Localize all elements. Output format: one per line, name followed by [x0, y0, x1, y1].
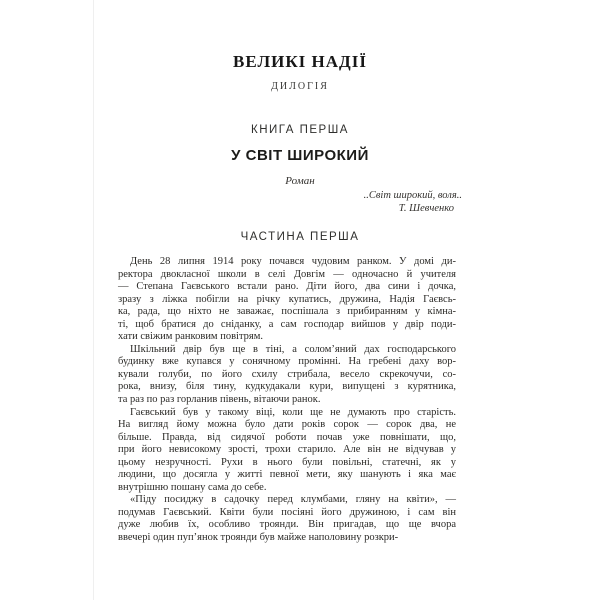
body-line: більше. Правда, від сидячої роботи почав уже повнішати, що, — [118, 431, 456, 443]
body-line: кували голуби, по його схилу стрибала, весело скрекочучи, со- — [118, 368, 456, 380]
body-line: дуже любив їх, особливо троянди. Він пригадав, що ще вчора — [118, 519, 456, 531]
body-line: людини, що досягла у житті певної мети, яку шанують і яка має — [118, 469, 456, 481]
body-line: ввечері один пуп’янок троянди був майже наполовину розкри- — [118, 532, 399, 544]
body-line: — Степана Гаєвського встали рано. Діти його, два сини і дочка, — [118, 281, 456, 293]
body-line: при його невисокому зрості, трохи старило. Але він не відчував у — [118, 444, 456, 456]
body-line: ті, щоб братися до сніданку, а сам господар вийшов у двір поди- — [118, 318, 456, 330]
body-line: цьому незручності. Рухи в нього були повільні, статечні, як у — [118, 456, 456, 468]
dilogy-label: ДИЛОГІЯ — [271, 81, 329, 92]
epigraph — [118, 190, 462, 215]
epigraph-text: ..Світ широкий, воля.. — [363, 190, 462, 201]
body-line: «Піду посиджу в садочку перед клумбами, гляну на квіти», — — [130, 494, 456, 506]
body-line: На вигляд йому можна було дати років сорок — сорок два, не — [118, 419, 456, 431]
body-line: Шкільний двір був ще в тіні, а солом’яний дах господарського — [130, 343, 456, 355]
book-title: У СВІТ ШИРОКИЙ — [231, 147, 369, 164]
genre-label: Роман — [285, 175, 315, 187]
body-line: ка, рада, що ніхто не заважає, поспішала з прибиранням у кімна- — [118, 306, 456, 318]
body-line: ректора двокласної школи в селі Довгім — одночасно й учителя — [118, 268, 456, 280]
body-line: Гаєвський був у такому віці, коли ще не думають про старість. — [130, 406, 456, 418]
body-line: День 28 липня 1914 року почався чудовим ранком. У домі ди- — [130, 256, 456, 267]
book-number-label: КНИГА ПЕРША — [251, 124, 349, 136]
series-title: ВЕЛИКІ НАДІЇ — [233, 52, 367, 71]
body-line: внутрішню пошану сама до себе. — [118, 481, 267, 493]
body-line: будинку вже купався у сонячному промінні. На гребені даху вор- — [118, 356, 456, 368]
body-line: та раз по раз горланив півень, вітаючи ранок. — [118, 394, 321, 406]
epigraph-author: Т. Шевченко — [398, 203, 454, 214]
body-line: хати свіжим ранковим повітрям. — [118, 331, 264, 343]
body-text — [118, 256, 456, 545]
body-line: подумав Гаєвський. Квіти були посіяні його дружиною, і сам він — [118, 506, 456, 518]
part-heading: ЧАСТИНА ПЕРША — [240, 231, 360, 243]
body-line: зразу з ліжка побігли на річку купатись, дружина, Надія Гаєвсь- — [118, 293, 456, 305]
body-line: рока, внизу, біля тину, кудкудакали кури, випущені з курятника, — [118, 381, 456, 393]
